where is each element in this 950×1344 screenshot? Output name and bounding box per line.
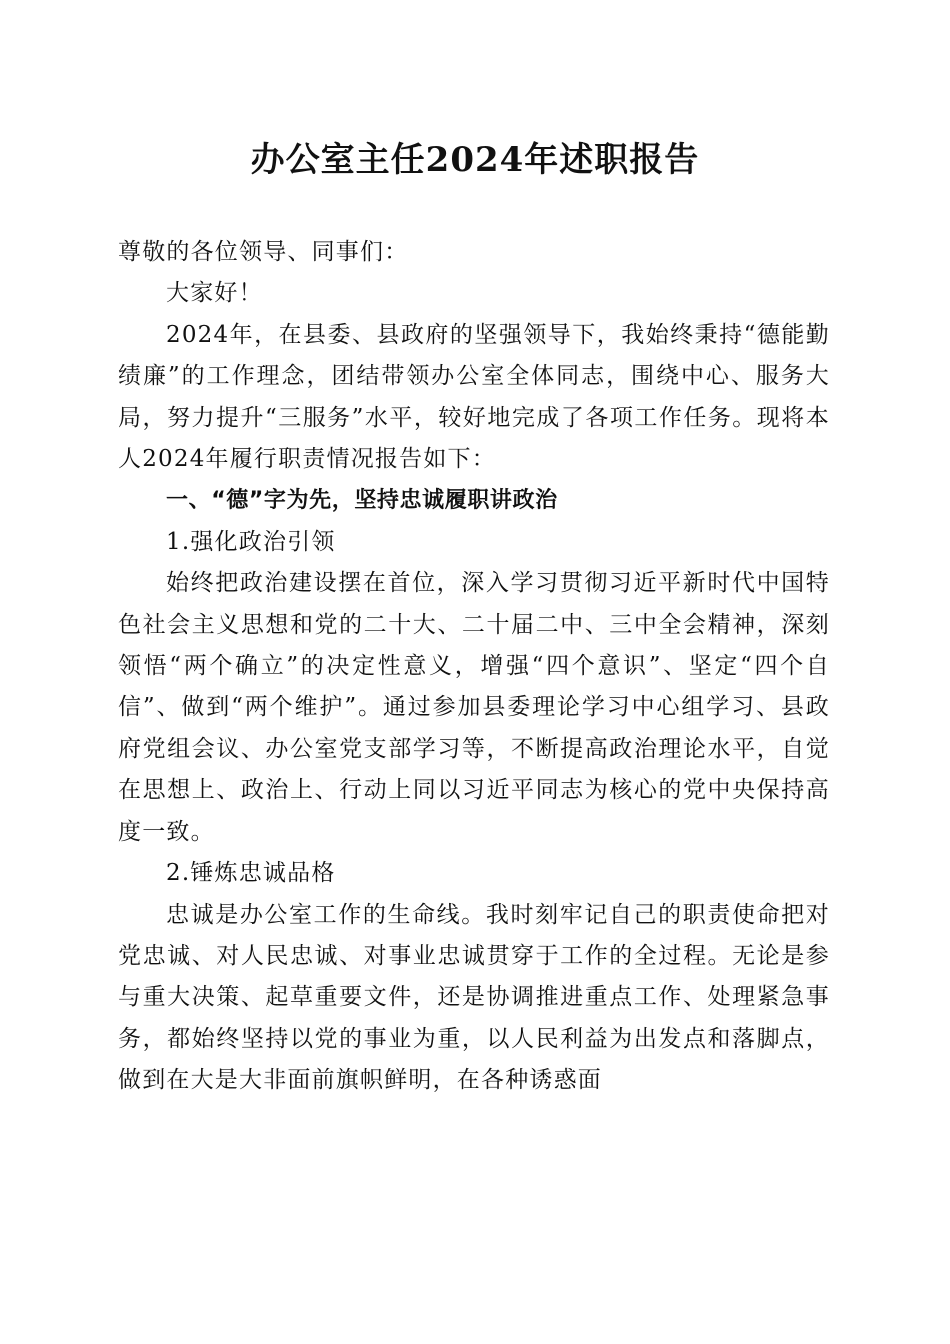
intro-paragraph: 2024年，在县委、县政府的坚强领导下，我始终秉持“德能勤绩廉”的工作理念，团结带领办公室全体同志，围绕中心、服务大局，努力提升“三服务”水平，较好地完成了各项工作任务。现将本人2024年履行职责情况报告如下： bbox=[118, 321, 830, 473]
subsection-heading-1: 1.强化政治引领 bbox=[166, 528, 336, 555]
document-title: 办公室主任2024年述职报告 bbox=[250, 140, 700, 180]
document-body bbox=[118, 232, 830, 1102]
subsection-heading-2: 2.锤炼忠诚品格 bbox=[166, 860, 336, 887]
salutation: 尊敬的各位领导、同事们： bbox=[118, 239, 409, 265]
greeting: 大家好！ bbox=[166, 280, 263, 307]
subsection-paragraph-2: 忠诚是办公室工作的生命线。我时刻牢记自己的职责使命把对党忠诚、对人民忠诚、对事业忠诚贯穿于工作的全过程。无论是参与重大决策、起草重要文件，还是协调推进重点工作、处理紧急事务，都始终坚持以党的事业为重，以人民利益为出发点和落脚点，做到在大是大非面前旗帜鲜明，在各种诱惑面 bbox=[118, 901, 830, 1094]
subsection-paragraph-1: 始终把政治建设摆在首位，深入学习贯彻习近平新时代中国特色社会主义思想和党的二十大、二十届二中、三中全会精神，深刻领悟“两个确立”的决定性意义，增强“四个意识”、坚定“四个自信”、做到“两个维护”。通过参加县委理论学习中心组学习、县政府党组会议、办公室党支部学习等，不断提高政治理论水平，自觉在思想上、政治上、行动上同以习近平同志为核心的党中央保持高度一致。 bbox=[118, 570, 830, 845]
section-heading-1: 一、“德”字为先，坚持忠诚履职讲政治 bbox=[166, 488, 558, 514]
